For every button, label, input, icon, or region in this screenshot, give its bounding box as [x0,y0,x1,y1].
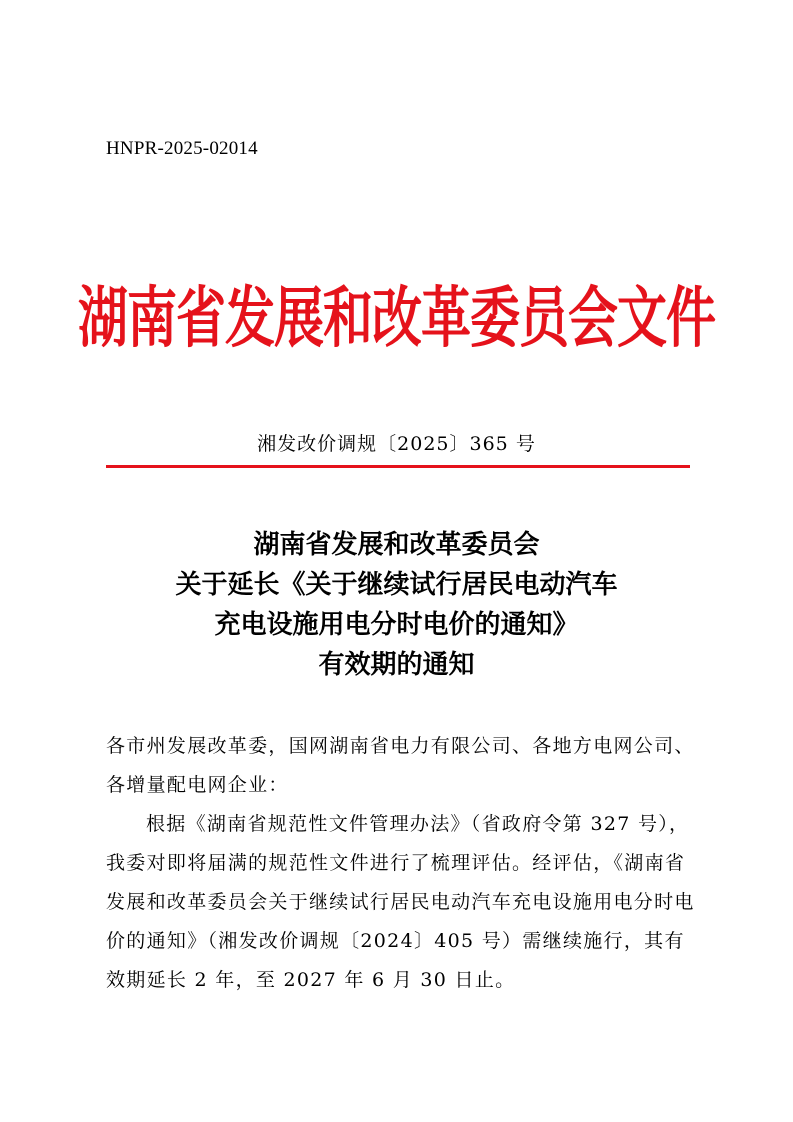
addressee-paragraph: 各市州发展改革委，国网湖南省电力有限公司、各地方电网公司、各增量配电网企业： [106,735,695,796]
issuing-authority-header: 湖南省发展和改革委员会文件 [78,279,715,357]
title-line-1: 湖南省发展和改革委员会 [253,530,540,560]
document-title [0,525,793,685]
title-line-3: 充电设施用电分时电价的通知》 [214,610,579,640]
title-line-2: 关于延长《关于继续试行居民电动汽车 [175,570,618,600]
body-paragraph-1: 根据《湖南省规范性文件管理办法》（省政府令第 327 号），我委对即将届满的规范性文件进行了梳理评估。经评估，《湖南省发展和改革委员会关于继续试行居民电动汽车充电设施用电分时电价的通知》（湘发改价调规〔2024〕405 号）需继续施行，其有效期延长 2 年，至 2027 年 6 月 30 日止。 [106,813,695,991]
document-serial-number: HNPR-2025-02014 [106,138,258,159]
document-reference-number: 湘发改价调规〔2025〕365 号 [257,433,536,455]
red-divider-line [106,465,690,468]
document-body [106,727,696,1000]
title-line-4: 有效期的通知 [318,650,475,680]
